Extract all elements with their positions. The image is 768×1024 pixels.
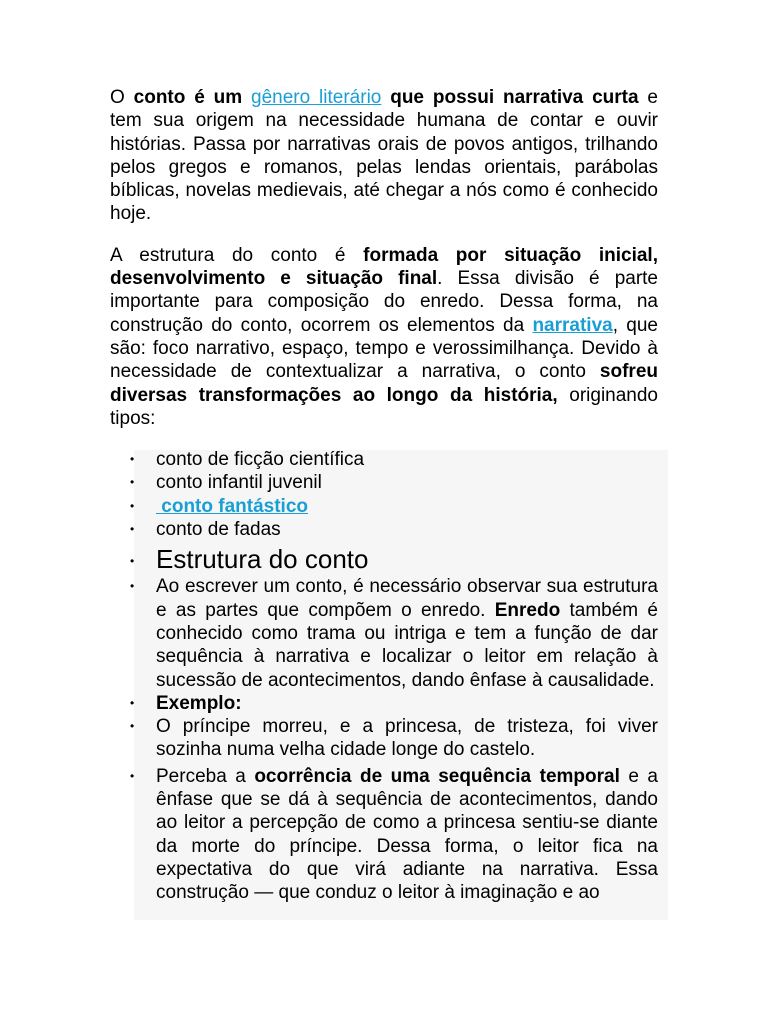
list-item (110, 692, 658, 715)
bullet-icon: • (130, 579, 135, 594)
bold-text: que possui narrativa curta (381, 87, 639, 108)
bullet-list (110, 448, 658, 904)
structure-paragraph (110, 244, 658, 430)
bullet-icon: • (130, 768, 135, 783)
bold-text: Enredo (494, 599, 561, 621)
list-item (110, 518, 658, 541)
bullet-icon: • (130, 475, 135, 490)
example-text: O príncipe morreu, e a princesa, de tristeza, foi viver sozinha numa velha cidade longe do castelo. (156, 716, 658, 761)
bold-text: ocorrência de uma sequência temporal (254, 765, 620, 787)
section-heading (110, 543, 658, 575)
list-item-text: conto infantil juvenil (156, 472, 322, 494)
bullet-icon: • (130, 452, 135, 467)
text-run: e a ênfase que se dá à sequência de acontecimentos, dando ao leitor a percepção de como a princesa sentiu-se diante da morte do príncipe. Dessa forma, o leitor fica na expectativa do que virá adiante na narrativa. Essa construção — que conduz o leitor à imaginação e ao (156, 765, 658, 904)
list-item (110, 495, 658, 518)
list-item (110, 575, 658, 691)
intro-paragraph (110, 86, 658, 226)
bullet-list-container (110, 448, 658, 904)
bold-text: sofreu diversas transformações ao longo da história, (110, 361, 658, 406)
list-item-text: conto de ficção científica (156, 449, 365, 471)
list-item-text: conto de fadas (156, 519, 281, 541)
text-run: e tem sua origem na necessidade humana de contar e ouvir histórias. Passa por narrativas orais de povos antigos, trilhando pelos gregos e romanos, pelas lendas orientais, parábolas bíblicas, novelas medievais, até chegar a nós como é conhecido hoje. (110, 87, 658, 225)
link-conto-fantastico[interactable]: conto fantástico (156, 495, 309, 517)
text-run: A estrutura do conto é (110, 244, 364, 266)
list-item (110, 765, 658, 905)
bullet-icon: • (130, 719, 135, 734)
example-label: Exemplo: (156, 692, 242, 714)
list-item (110, 448, 658, 471)
text-run: Perceba a (156, 765, 255, 787)
bold-text: conto é um (133, 87, 252, 108)
text-run: Ao escrever um conto, é necessário observar sua estrutura e as partes que compõem o enredo. (156, 576, 658, 621)
list-item (110, 715, 658, 762)
bullet-icon: • (130, 695, 135, 710)
link-narrativa[interactable]: narrativa (532, 314, 613, 336)
text-run: . Essa divisão é parte importante para composição do enredo. Dessa forma, na construção do conto, ocorrem os elementos da (110, 268, 658, 336)
bullet-icon: • (130, 554, 135, 569)
text-run: originando tipos: (110, 384, 658, 429)
text-run: , que são: foco narrativo, espaço, tempo e verossimilhança. Devido à necessidade de contextualizar a narrativa, o conto (110, 314, 658, 383)
heading-text: Estrutura do conto (156, 544, 369, 575)
link-genero-literario[interactable]: gênero literário (251, 87, 382, 108)
text-run: também é conhecido como trama ou intriga e tem a função de dar sequência à narrativa e localizar o leitor em relação à sucessão de acontecimentos, dando ênfase à causalidade. (156, 599, 658, 691)
bold-text: formada por situação inicial, desenvolvimento e situação final (110, 244, 658, 290)
bullet-icon: • (130, 498, 135, 513)
text-run: O (110, 87, 134, 108)
bullet-icon: • (130, 522, 135, 537)
list-item (110, 471, 658, 494)
